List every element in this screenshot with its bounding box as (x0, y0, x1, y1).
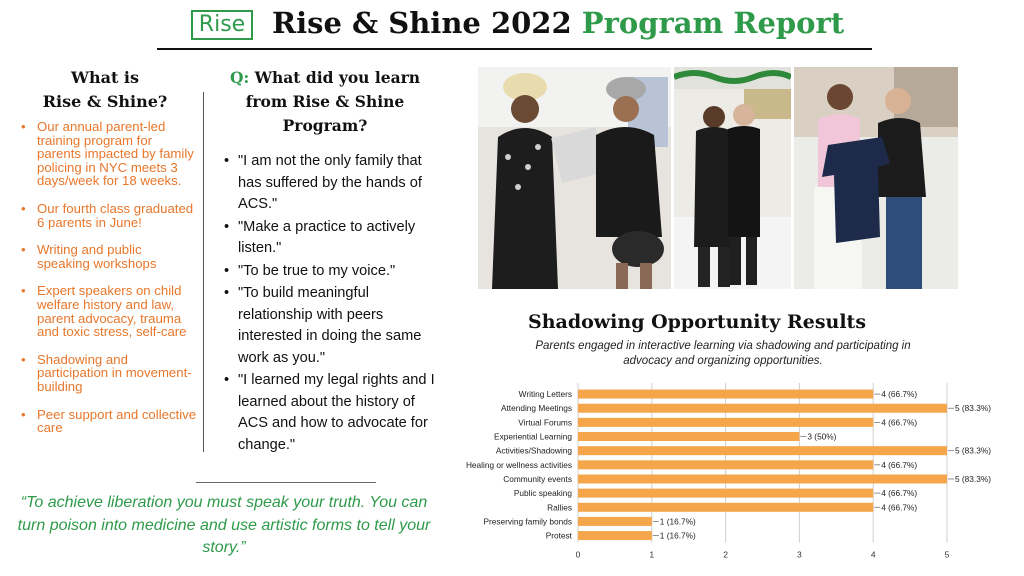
category-label: Virtual Forums (518, 417, 572, 428)
list-item: • Our fourth class graduated 6 parents in June! (19, 202, 197, 229)
page-title (272, 6, 844, 40)
data-label: 4 (66.7%) (881, 459, 918, 470)
what-list (19, 120, 197, 449)
data-label: 5 (83.3%) (955, 403, 991, 414)
data-label: 4 (66.7%) (881, 417, 918, 428)
category-label: Public speaking (513, 488, 572, 499)
data-label: 5 (83.3%) (955, 445, 991, 456)
category-label: Attending Meetings (500, 403, 572, 414)
bar (578, 390, 873, 399)
x-tick-label: 1 (649, 549, 655, 560)
data-label: 4 (66.7%) (881, 389, 918, 400)
bar (578, 418, 873, 427)
list-item: • "Make a practice to actively listen." (222, 217, 447, 260)
photo-2-illustration (674, 67, 791, 289)
x-tick-label: 0 (575, 549, 581, 560)
bar (578, 432, 799, 441)
photo-1-illustration (478, 67, 671, 289)
learn-heading (220, 66, 430, 138)
data-label: 5 (83.3%) (955, 473, 991, 484)
photo-graduates-certificate (478, 67, 671, 289)
category-label: Protest (545, 530, 572, 541)
bar (578, 517, 652, 526)
title-divider (157, 48, 872, 50)
bar-chart (440, 378, 1024, 564)
what-heading (40, 66, 170, 114)
data-label: 4 (66.7%) (881, 488, 918, 499)
learn-heading-text: What did you learn from Rise & Shine Program? (245, 68, 421, 135)
category-label: Preserving family bonds (483, 516, 572, 527)
what-heading-line1: What is (70, 68, 139, 87)
list-item: • Writing and public speaking workshops (19, 243, 197, 270)
category-label: Activities/Shadowing (495, 445, 572, 456)
title-main: Rise & Shine 2022 (272, 6, 572, 40)
rise-logo: Rise (191, 10, 253, 40)
list-item: • Our annual parent-led training program for parents impacted by family policing in NYC meets 3 days/week for 18 weeks. (19, 120, 197, 188)
category-label: Writing Letters (518, 389, 572, 400)
quote-divider (196, 482, 376, 483)
data-label: 4 (66.7%) (881, 502, 918, 513)
data-label: 3 (50%) (807, 431, 837, 442)
list-item: • "I am not the only family that has suffered by the hands of ACS." (222, 151, 447, 216)
x-tick-label: 4 (870, 549, 876, 560)
bar (578, 460, 873, 469)
quote-text: “To achieve liberation you must speak your truth. You can turn poison into medicine and use artistic forms to tell your story.” (17, 494, 431, 556)
category-label: Experiential Learning (494, 431, 572, 442)
bar (578, 531, 652, 540)
x-tick-label: 5 (944, 549, 950, 560)
list-item: • Expert speakers on child welfare history and law, parent advocacy, trauma and toxic stress, self-care (19, 284, 197, 338)
photo-shirt-gift (794, 67, 958, 289)
x-tick-label: 3 (797, 549, 802, 560)
data-label: 1 (16.7%) (659, 516, 696, 527)
bar (578, 489, 873, 498)
list-item: • Peer support and collective care (19, 408, 197, 435)
bar (578, 474, 947, 483)
chart-subtitle: Parents engaged in interactive learning via shadowing and participating in advocacy and organizing opportunities. (535, 340, 911, 367)
bar (578, 404, 947, 413)
title-highlight: Program Report (581, 6, 845, 40)
list-item: • "To be true to my voice." (222, 261, 447, 283)
list-item: • "I learned my legal rights and I learned about the history of ACS and how to advocate for change." (222, 370, 447, 456)
list-item: • "To build meaningful relationship with peers interested in doing the same work as you." (222, 283, 447, 369)
bar (578, 446, 947, 455)
x-tick-label: 2 (723, 549, 728, 560)
what-heading-line2: Rise & Shine? (42, 92, 168, 111)
data-label: 1 (16.7%) (659, 530, 696, 541)
bar (578, 503, 873, 512)
category-label: Community events (503, 473, 572, 484)
photo-two-graduates (674, 67, 791, 289)
list-item: • Shadowing and participation in movement-building (19, 353, 197, 394)
category-label: Healing or wellness activities (465, 459, 572, 470)
learn-list (222, 151, 447, 457)
column-divider (203, 92, 204, 452)
category-label: Rallies (547, 502, 572, 513)
photo-3-illustration (794, 67, 958, 289)
question-prefix: Q: (229, 68, 250, 87)
chart-title: Shadowing Opportunity Results (528, 311, 867, 333)
